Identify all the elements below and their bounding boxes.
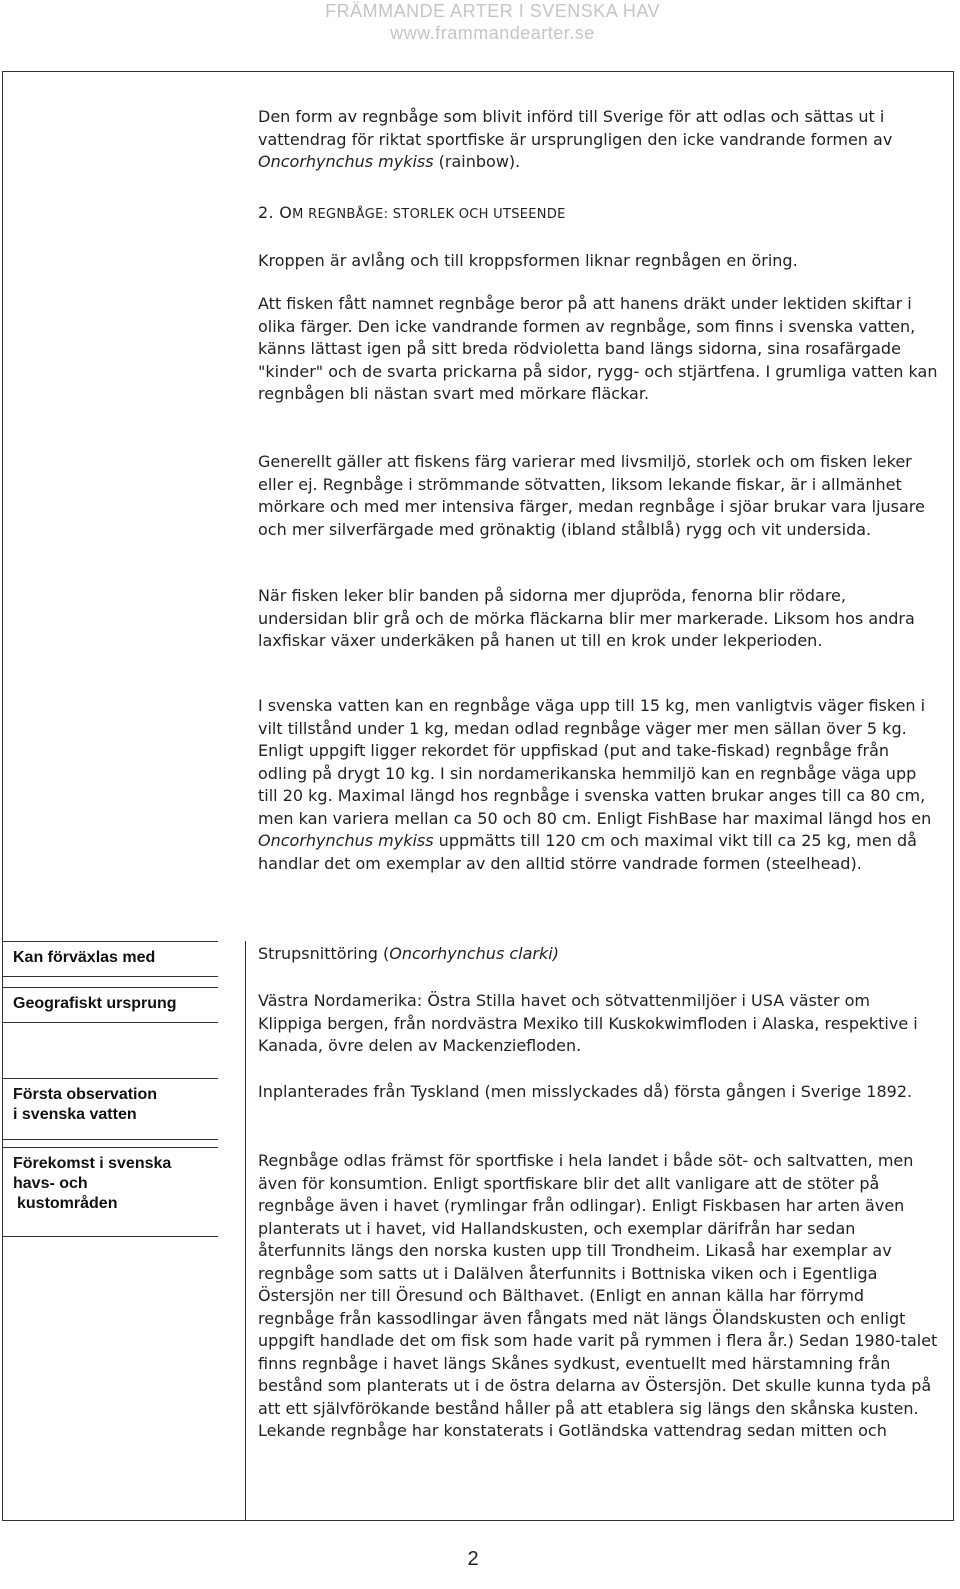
label-first-line1: Första observation [13, 1086, 158, 1103]
label-occ-line2: havs- och [13, 1175, 88, 1192]
p3-text: Generellt gäller att fiskens färg varierar med livsmiljö, storlek och om fisken leker eller ej. Regnbåge i strömmande sötvatten, liksom lekande fiskar, är i allmänhet mörkare och med mer intensiva färger, medan regnbåge i sjöar brukar vara ljusare och mer silverfärgade med grönaktig (ibland stålblå) rygg och vit undersida. [258, 452, 925, 539]
header-title: FRÄMMANDE ARTER I SVENSKA HAV [325, 1, 660, 21]
paragraph-size [258, 695, 938, 875]
value-origin [258, 990, 938, 1058]
label-occurrence [2, 1147, 218, 1237]
occurrence-text: Regnbåge odlas främst för sportfiske i hela landet i både söt- och saltvatten, men även för konsumtion. Enligt sportfiskare blir det allt vanligare att de stöter på regnbåge även i havet (rymlingar från odlingar). Enligt Fiskbasen har arten även planterats ut i havet, vid Hallandskusten, och exemplar därifrån har sedan återfunnits längs den norska kusten upp till Trondheim. Likaså har exemplar av regnbåge som satts ut i Dalälven återfunnits i Bottniska viken och i Egentliga Östersjön ner till Öresund och Bälthavet. (Enligt en annan källa har förrymd regnbåge från kassodlingar även fångats med nät längs Ölandskusten och enligt uppgift handlade det om fisk som hade varit på rymmen i flera år.) Sedan 1980-talet finns regnbåge i havet längs Skånes sydkust, eventuellt med härstamning från bestånd som planterats ut i de östra delarna av Östersjön. Det skulle kunna tyda på att ett självförökande bestånd håller på att etablera sig längs den skånska kusten. Lekande regnbåge har konstaterats i Gotländska vattendrag sedan mitten och [258, 1151, 938, 1440]
label-first-observation [2, 1078, 218, 1140]
page-number: 2 [467, 1548, 479, 1570]
label-first-line2: i svenska vatten [13, 1106, 137, 1123]
section-title-rest: M REGNBÅGE: STORLEK OCH UTSEENDE [292, 207, 566, 222]
section-heading [258, 202, 938, 227]
p2-text: Att fisken fått namnet regnbåge beror på att hanens dräkt under lektiden skiftar i olika färger. Den icke vandrande formen av regnbåge, som finns i svenska vatten, känns lättast igen på sitt breda rödvioletta band längs sidorna, sina rosafärgade "kinder" och de svarta prickarna på sidor, rygg- och stjärtfena. I grumliga vatten kan regnbågen bli nästan svart med mörkare fläckar. [258, 294, 938, 403]
confused-species: Oncorhynchus clarki) [389, 944, 559, 963]
label-origin [2, 987, 218, 1023]
confused-text: Strupsnittöring ( [258, 944, 390, 963]
p1-text: Kroppen är avlång och till kroppsformen liknar regnbågen en öring. [258, 251, 798, 270]
paragraph-spawning [258, 585, 938, 653]
p5-text-a: I svenska vatten kan en regnbåge väga upp till 15 kg, men vanligtvis väger fisken i vilt tillstånd under 1 kg, medan odlad regnbåge väger mer men sällan över 5 kg. Enligt uppgift ligger rekordet för uppfiskad (put and take-fiskad) regnbåge från odling på drygt 10 kg. I sin nordamerikanska hemmiljö kan en regnbåge väga upp till 20 kg. Maximal längd hos regnbåge i svenska vatten brukar anges till ca 80 cm, men kan variera mellan ca 50 och 80 cm. Enligt FishBase har maximal längd hos en [258, 696, 932, 828]
p4-text: När fisken leker blir banden på sidorna mer djupröda, fenorna blir rödare, undersidan blir grå och de mörka fläckarna blir mer markerade. Liksom hos andra laxfiskar växer underkäken på hanen ut till en krok under lekperioden. [258, 586, 915, 650]
label-occ-line1: Förekomst i svenska [13, 1155, 172, 1172]
value-confused-with [258, 943, 938, 966]
label-origin-text: Geografiskt ursprung [13, 995, 177, 1012]
value-first-observation [258, 1081, 938, 1104]
first-observation-text: Inplanterades från Tyskland (men misslyckades då) första gången i Sverige 1892. [258, 1082, 913, 1101]
label-occ-line3: kustområden [17, 1195, 118, 1212]
value-occurrence [258, 1150, 938, 1443]
paragraph-body-shape [258, 250, 938, 273]
section-number: 2. [258, 203, 274, 222]
paragraph-color-variation [258, 451, 938, 541]
intro-text-end: (rainbow). [433, 152, 521, 171]
header-url: www.frammandearter.se [390, 23, 595, 43]
origin-text: Västra Nordamerika: Östra Stilla havet och sötvattenmiljöer i USA väster om Klippiga bergen, från nordvästra Mexiko till Kuskokwimfloden i Alaska, respektive i Kanada, övre delen av Mackenziefloden. [258, 991, 918, 1055]
intro-species: Oncorhynchus mykiss [258, 152, 434, 171]
p5-species: Oncorhynchus mykiss [258, 831, 434, 850]
site-header [325, 0, 660, 44]
paragraph-coloration [258, 293, 938, 406]
section-title-first: O [279, 203, 293, 222]
p5-text-b: uppmätts till 120 cm och maximal vikt till ca 25 kg, men då handlar det om exemplar av den alltid större vandrade formen (steelhead). [258, 831, 917, 873]
intro-paragraph [258, 106, 938, 174]
intro-text: Den form av regnbåge som blivit införd till Sverige för att odlas och sättas ut i vattendrag för riktat sportfiske är ursprungligen den icke vandrande formen av [258, 107, 893, 149]
label-confused-text: Kan förväxlas med [13, 949, 156, 966]
label-confused-with [2, 941, 218, 977]
